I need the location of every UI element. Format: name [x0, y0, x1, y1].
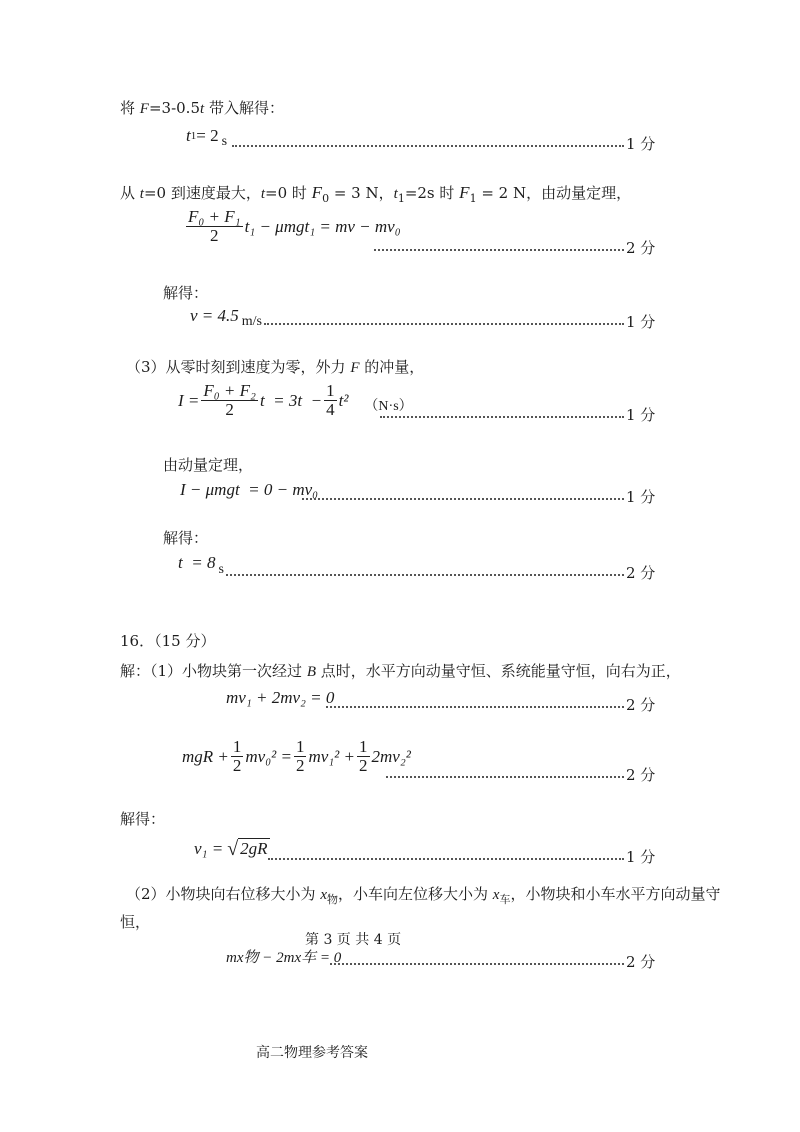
score-mark: 1 分: [626, 313, 656, 331]
leader-dots: [326, 706, 624, 708]
leader-dots: [386, 776, 624, 778]
leader-dots: [264, 323, 624, 325]
score-mark: 2 分: [626, 953, 656, 971]
score-mark: 2 分: [626, 696, 656, 714]
footer-title: 高二物理参考答案: [256, 1045, 368, 1061]
equation-momentum-conservation: mv₁ + 2mv₂ = 0: [226, 688, 335, 707]
question-16-heading: 16．（15 分）: [120, 632, 216, 650]
leader-dots: [232, 145, 624, 147]
line-momentum-intro: 从 t=0 到速度最大，t=0 时 $F_0 = 3$ N，$t_1=2s$ 时 $F_1 = 2$ N，由动量定理，: [120, 183, 632, 205]
score-mark: 2 分: [626, 766, 656, 784]
line-part2: （2）小物块向右位移大小为 $x_物$，小车向左位移大小为 $x_车$，小物块和小车水平方向动量守: [126, 885, 721, 906]
equation-displacement: mx物 − 2mx车 = 0: [226, 950, 342, 966]
page-number: 第 3 页 共 4 页: [305, 932, 402, 948]
line-part2-cont: 恒，: [120, 913, 151, 931]
score-mark: 2 分: [626, 239, 656, 257]
solve-label: 解得：: [163, 529, 209, 547]
leader-dots: [380, 416, 624, 418]
leader-dots: [374, 249, 624, 251]
line-substitute: 将 F=3-0.5t 带入解得：: [120, 99, 284, 117]
line-part3: （3）从零时刻到速度为零，外力 F 的冲量，: [126, 358, 425, 376]
equation-t1: t 1 = 2 s: [186, 126, 228, 149]
equation-v1: v₁ = √ 2gR: [194, 838, 268, 860]
score-mark: 1 分: [626, 406, 656, 424]
equation-momentum: $\frac{\text{F₀ + F₁}}{2}$ t₁ − μmgt₁ = mv − mv₀: [188, 207, 401, 245]
leader-dots: [268, 858, 624, 860]
equation-v: v = 4.5 m/s: [190, 306, 263, 329]
leader-dots: [302, 498, 624, 500]
score-mark: 2 分: [626, 564, 656, 582]
equation-impulse-balance: I − μmgt = 0 − mv₀: [180, 480, 319, 499]
leader-dots: [226, 574, 624, 576]
solve-label: 解得：: [163, 284, 209, 302]
equation-impulse: I = $\frac{\text{F₀ + F₂}}{2}$ t = 3t − $\frac{1}{4}$ t² （N·s）: [178, 381, 413, 419]
score-mark: 1 分: [626, 488, 656, 506]
equation-t: t = 8 s: [178, 553, 224, 577]
line-part1: 解：（1）小物块第一次经过 B 点时，水平方向动量守恒、系统能量守恒，向右为正，: [120, 662, 681, 680]
equation-energy-conservation: mgR + $\frac{1}{2}$ mv₀² = $\frac{1}{2}$ mv₁² + $\frac{1}{2}$ 2mv₂²: [182, 737, 411, 775]
score-mark: 1 分: [626, 848, 656, 866]
score-mark: 1 分: [626, 135, 656, 153]
line-momentum-theorem: 由动量定理，: [163, 456, 254, 474]
leader-dots: [330, 963, 624, 965]
solve-label: 解得：: [120, 810, 166, 828]
